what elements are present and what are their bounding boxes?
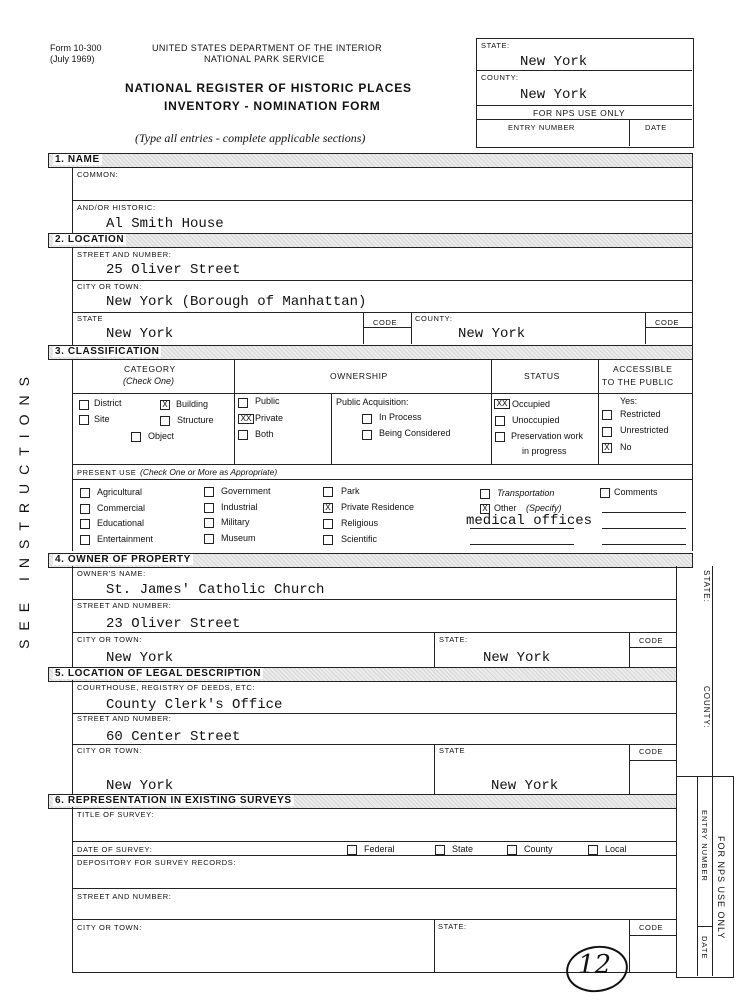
use-commercial-checkbox[interactable] [80, 504, 90, 514]
location-city-label: CITY OR TOWN: [77, 282, 142, 291]
ownership-head: OWNERSHIP [330, 371, 388, 381]
legal-city-label: CITY OR TOWN: [77, 746, 142, 755]
owner-street-value: 23 Oliver Street [106, 616, 241, 632]
status-preservation-label: Preservation work [511, 431, 584, 441]
side-entry-number-label: ENTRY NUMBER [700, 810, 709, 882]
ownership-both-checkbox[interactable] [238, 430, 248, 440]
location-state-value: New York [106, 326, 174, 342]
ownership-both-label: Both [255, 429, 274, 439]
form-instruction: (Type all entries - complete applicable sections) [135, 131, 366, 145]
legal-state-label: STATE [439, 746, 466, 755]
use-other-checkbox[interactable]: X [480, 504, 490, 514]
use-entertainment-label: Entertainment [97, 534, 154, 544]
use-military-checkbox[interactable] [204, 518, 214, 528]
survey-county-label: County [524, 844, 553, 854]
survey-state-label: State [452, 844, 474, 854]
use-agricultural-label: Agricultural [97, 487, 143, 497]
status-preservation-checkbox[interactable] [495, 432, 505, 442]
owner-name-value: St. James' Catholic Church [106, 582, 325, 598]
use-educational-checkbox[interactable] [80, 519, 90, 529]
location-street-label: STREET AND NUMBER: [77, 250, 172, 259]
status-head: STATUS [524, 371, 560, 381]
status-in-progress-label: in progress [522, 446, 567, 456]
category-sub: (Check One) [123, 376, 175, 386]
form-number: Form 10-300 [50, 43, 102, 53]
survey-code-label: CODE [639, 923, 664, 932]
owner-city-value: New York [106, 650, 174, 666]
use-transportation-label: Transportation [497, 488, 555, 498]
ownership-private-checkbox[interactable]: XX [238, 414, 254, 424]
status-unoccupied-checkbox[interactable] [495, 416, 505, 426]
location-code2-label: CODE [655, 318, 680, 327]
use-other-label: Other [494, 503, 517, 513]
category-structure-checkbox[interactable] [160, 416, 170, 426]
ownership-public-checkbox[interactable] [238, 398, 248, 408]
access-restricted-label: Restricted [620, 409, 661, 419]
section-4-title: 4. OWNER OF PROPERTY [55, 554, 191, 565]
access-head-1: ACCESSIBLE [613, 364, 673, 374]
use-museum-checkbox[interactable] [204, 534, 214, 544]
use-comments-label: Comments [614, 487, 658, 497]
survey-city-label: CITY OR TOWN: [77, 923, 142, 932]
access-unrestricted-checkbox[interactable] [602, 427, 612, 437]
acquisition-considered-label: Being Considered [379, 428, 451, 438]
form-title-line1: NATIONAL REGISTER OF HISTORIC PLACES [125, 81, 412, 95]
use-transportation-checkbox[interactable] [480, 489, 490, 499]
category-site-label: Site [94, 414, 110, 424]
present-use-label: PRESENT USE [77, 468, 137, 477]
section-5-header [48, 667, 677, 682]
section-1-header [48, 153, 693, 168]
side-date-label: DATE [700, 936, 709, 960]
use-private-residence-label: Private Residence [341, 502, 415, 512]
common-label: COMMON: [77, 170, 119, 179]
side-nps-label: FOR NPS USE ONLY [716, 836, 726, 940]
status-occupied-label: Occupied [512, 399, 551, 409]
owner-side-state-label: STATE: [702, 570, 711, 603]
category-structure-label: Structure [177, 415, 214, 425]
survey-street-label: STREET AND NUMBER: [77, 892, 172, 901]
legal-side-county-label: COUNTY: [702, 686, 711, 729]
owner-state-label: STATE: [439, 635, 468, 644]
legal-state-value: New York [491, 778, 559, 794]
historic-name-value: Al Smith House [106, 216, 224, 232]
survey-local-label: Local [605, 844, 627, 854]
use-park-checkbox[interactable] [323, 487, 333, 497]
use-government-checkbox[interactable] [204, 487, 214, 497]
legal-courthouse-value: County Clerk's Office [106, 697, 283, 713]
location-city-value: New York (Borough of Manhattan) [106, 294, 367, 310]
page-number: 12 [578, 950, 612, 980]
survey-federal-label: Federal [364, 844, 395, 854]
use-industrial-label: Industrial [221, 502, 258, 512]
acquisition-label: Public Acquisition: [336, 397, 409, 407]
location-state-label: STATE [77, 314, 104, 323]
use-comments-checkbox[interactable] [600, 488, 610, 498]
survey-local-checkbox[interactable] [588, 845, 598, 855]
access-no-label: No [620, 442, 632, 452]
use-scientific-checkbox[interactable] [323, 535, 333, 545]
use-park-label: Park [341, 486, 360, 496]
top-date-label: DATE [645, 123, 667, 132]
legal-street-value: 60 Center Street [106, 729, 241, 745]
category-building-checkbox[interactable]: X [160, 400, 170, 410]
survey-title-label: TITLE OF SURVEY: [77, 810, 154, 819]
acquisition-in-process-checkbox[interactable] [362, 414, 372, 424]
top-county-label: COUNTY: [481, 73, 519, 82]
category-district-checkbox[interactable] [79, 400, 89, 410]
legal-city-value: New York [106, 778, 174, 794]
use-religious-label: Religious [341, 518, 379, 528]
section-3-header [48, 345, 693, 360]
acquisition-in-process-label: In Process [379, 412, 422, 422]
category-district-label: District [94, 398, 122, 408]
section-4-header [48, 553, 693, 568]
location-code-label: CODE [373, 318, 398, 327]
use-commercial-label: Commercial [97, 503, 146, 513]
legal-street-label: STREET AND NUMBER: [77, 714, 172, 723]
category-head: CATEGORY [124, 364, 176, 374]
service-name: NATIONAL PARK SERVICE [204, 54, 325, 64]
owner-street-label: STREET AND NUMBER: [77, 601, 172, 610]
use-entertainment-checkbox[interactable] [80, 535, 90, 545]
use-scientific-label: Scientific [341, 534, 378, 544]
survey-state-checkbox[interactable] [435, 845, 445, 855]
section-1-title: 1. NAME [55, 154, 100, 165]
acquisition-considered-checkbox[interactable] [362, 430, 372, 440]
use-agricultural-checkbox[interactable] [80, 488, 90, 498]
owner-code-label: CODE [639, 636, 664, 645]
owner-name-label: OWNER'S NAME: [77, 569, 146, 578]
section-2-title: 2. LOCATION [55, 234, 125, 245]
survey-federal-checkbox[interactable] [347, 845, 357, 855]
use-religious-checkbox[interactable] [323, 519, 333, 529]
access-yes-label: Yes: [620, 396, 638, 406]
survey-state-label: STATE: [438, 922, 467, 931]
survey-county-checkbox[interactable] [507, 845, 517, 855]
legal-code-label: CODE [639, 747, 664, 756]
top-nps-label: FOR NPS USE ONLY [533, 108, 626, 118]
use-government-label: Government [221, 486, 271, 496]
status-occupied-checkbox[interactable]: XX [494, 399, 510, 409]
ownership-public-label: Public [255, 396, 280, 406]
section-3-title: 3. CLASSIFICATION [55, 346, 160, 357]
ownership-private-label: Private [255, 413, 284, 423]
historic-label: AND/OR HISTORIC: [77, 203, 156, 212]
department-name: UNITED STATES DEPARTMENT OF THE INTERIOR [152, 43, 383, 53]
access-unrestricted-label: Unrestricted [620, 425, 669, 435]
location-street-value: 25 Oliver Street [106, 262, 241, 278]
use-educational-label: Educational [97, 518, 145, 528]
use-military-label: Military [221, 517, 250, 527]
survey-depository-label: DEPOSITORY FOR SURVEY RECORDS: [77, 858, 237, 867]
category-building-label: Building [176, 399, 209, 409]
use-museum-label: Museum [221, 533, 256, 543]
access-head-2: TO THE PUBLIC [602, 377, 674, 387]
present-use-note: (Check One or More as Appropriate) [140, 467, 278, 477]
owner-city-label: CITY OR TOWN: [77, 635, 142, 644]
survey-date-label: DATE OF SURVEY: [77, 845, 153, 854]
category-site-checkbox[interactable] [79, 415, 89, 425]
location-county-value: New York [458, 326, 526, 342]
owner-state-value: New York [483, 650, 551, 666]
location-county-label: COUNTY: [415, 314, 453, 323]
status-unoccupied-label: Unoccupied [512, 415, 560, 425]
legal-courthouse-label: COURTHOUSE, REGISTRY OF DEEDS, ETC: [77, 683, 256, 692]
access-restricted-checkbox[interactable] [602, 410, 612, 420]
use-industrial-checkbox[interactable] [204, 503, 214, 513]
form-date: (July 1969) [50, 54, 95, 64]
top-entry-label: ENTRY NUMBER [508, 123, 575, 132]
top-state-value: New York [520, 54, 588, 70]
top-state-label: STATE: [481, 41, 510, 50]
use-other-value: medical offices [466, 513, 593, 529]
section-6-header [48, 794, 677, 809]
section-5-title: 5. LOCATION OF LEGAL DESCRIPTION [55, 668, 262, 679]
section-2-header [48, 233, 693, 248]
category-object-checkbox[interactable] [131, 432, 141, 442]
top-county-value: New York [520, 87, 588, 103]
form-title-line2: INVENTORY - NOMINATION FORM [164, 99, 381, 113]
side-instructions: SEE INSTRUCTIONS [16, 368, 32, 649]
use-private-residence-checkbox[interactable]: X [323, 503, 333, 513]
access-no-checkbox[interactable]: X [602, 443, 612, 453]
use-other-specify: (Specify) [526, 503, 562, 513]
category-object-label: Object [148, 431, 175, 441]
section-6-title: 6. REPRESENTATION IN EXISTING SURVEYS [55, 795, 292, 806]
